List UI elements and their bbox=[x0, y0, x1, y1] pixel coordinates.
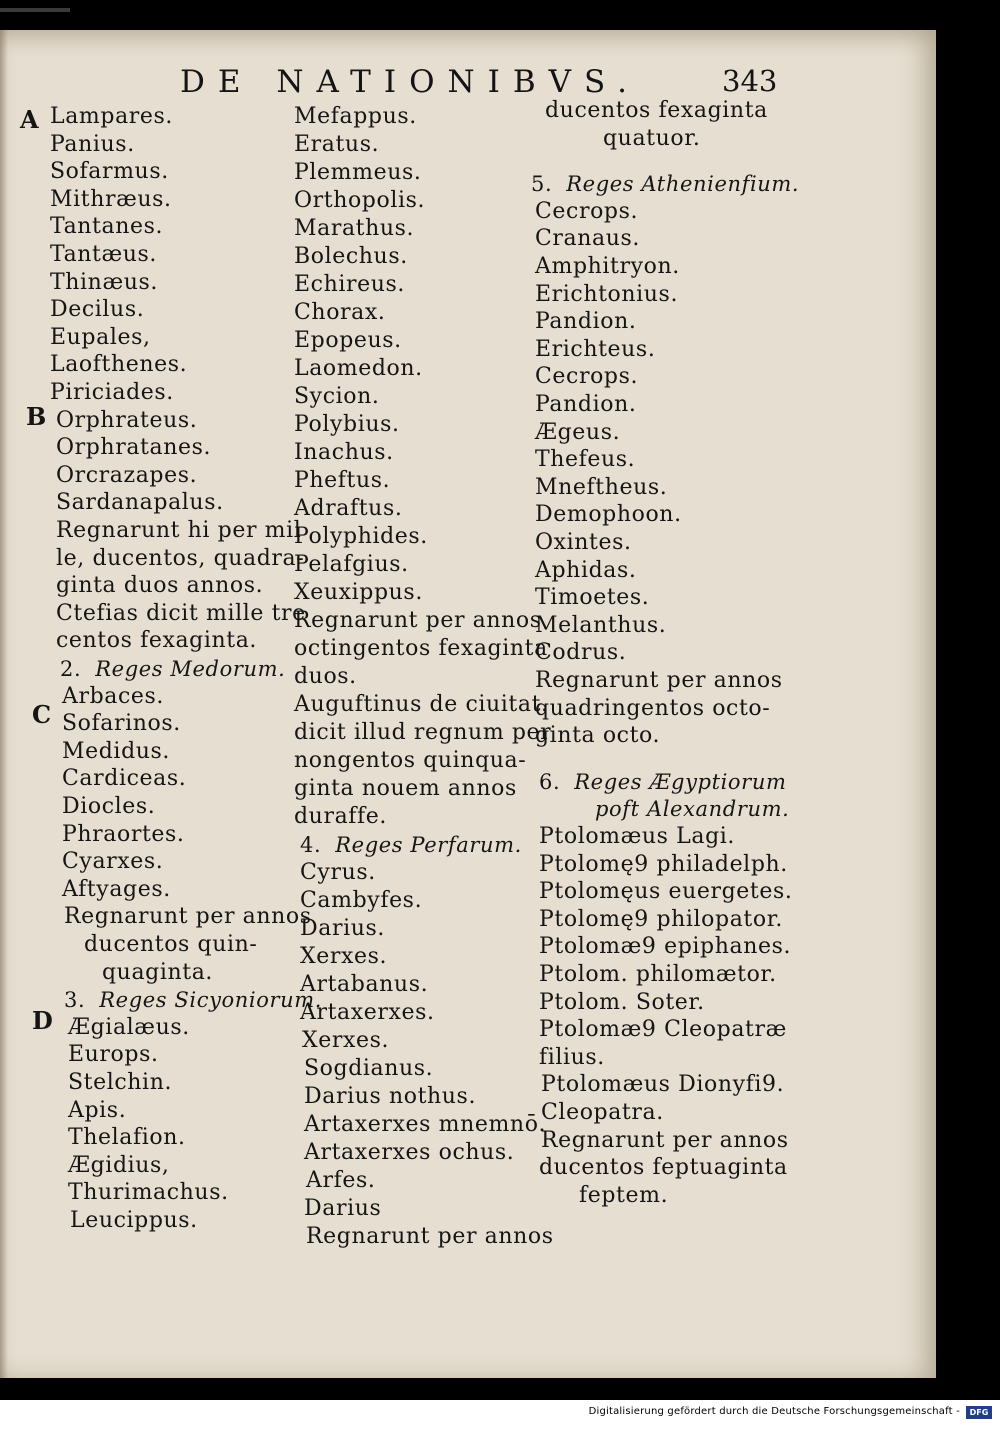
text-line: Medidus. bbox=[62, 739, 171, 764]
section-heading bbox=[64, 987, 322, 1013]
text-line: Echireus. bbox=[294, 272, 405, 297]
text-line: Sardanapalus. bbox=[56, 490, 224, 515]
text-line: Xerxes. bbox=[300, 944, 388, 969]
section-number: 2. bbox=[60, 657, 82, 681]
text-line: Phraortes. bbox=[62, 822, 185, 847]
book-page bbox=[0, 30, 936, 1378]
text-line: dicit illud regnum per bbox=[294, 720, 552, 745]
section-number: 4. bbox=[300, 833, 322, 857]
text-line: quatuor. bbox=[603, 126, 701, 151]
text-line: Darius. bbox=[300, 916, 385, 941]
text-line: Thinæus. bbox=[50, 270, 158, 295]
text-line: Cleopatra. bbox=[541, 1100, 664, 1125]
text-line: Artaxerxes. bbox=[300, 1000, 435, 1025]
section-title: Reges Perfarum. bbox=[335, 833, 522, 857]
text-line: Ptolom. Soter. bbox=[539, 990, 705, 1015]
text-line: Regnarunt per annos bbox=[64, 904, 312, 929]
text-line: Auguftinus de ciuitat. bbox=[294, 692, 549, 717]
text-line: Pandion. bbox=[535, 392, 637, 417]
text-line: Regnarunt per annos bbox=[294, 608, 542, 633]
text-line: filius. bbox=[539, 1045, 605, 1070]
text-line: Decilus. bbox=[50, 297, 145, 322]
section-title: Reges Medorum. bbox=[95, 657, 286, 681]
text-line: Amphitryon. bbox=[535, 254, 680, 279]
text-line: Xeuxippus. bbox=[294, 580, 423, 605]
text-line: Ctefias dicit mille tre bbox=[56, 601, 306, 626]
text-line: Artaxerxes ochus. bbox=[304, 1140, 515, 1165]
text-line: Orphratanes. bbox=[56, 435, 212, 460]
text-line: Sofarinos. bbox=[62, 711, 181, 736]
text-line: Plemmeus. bbox=[294, 160, 422, 185]
text-line: nongentos quinqua- bbox=[294, 748, 527, 773]
text-line: le, ducentos, quadra- bbox=[56, 546, 305, 571]
text-line: Orphrateus. bbox=[56, 408, 198, 433]
text-line: Regnarunt per annos bbox=[535, 668, 783, 693]
text-line: Arfes. bbox=[306, 1168, 376, 1193]
top-edge-mark bbox=[0, 8, 70, 12]
text-line: Erichteus. bbox=[535, 337, 656, 362]
text-line: Demophoon. bbox=[535, 502, 682, 527]
margin-letter-b: B bbox=[26, 402, 47, 431]
text-line: ginta duos annos. bbox=[56, 573, 264, 598]
text-line: Europs. bbox=[68, 1042, 159, 1067]
text-line: Darius bbox=[304, 1196, 382, 1221]
section-title: Reges Ægyptiorum bbox=[574, 770, 787, 794]
text-line: Thelafion. bbox=[68, 1125, 186, 1150]
text-line: Aftyages. bbox=[62, 877, 171, 902]
text-line: Sofarmus. bbox=[50, 159, 169, 184]
text-line: Mithræus. bbox=[50, 187, 172, 212]
footer-credit: Digitalisierung gefördert durch die Deutsche Forschungsgemeinschaft - bbox=[588, 1406, 960, 1417]
text-line: quadringentos octo- bbox=[535, 696, 771, 721]
text-line: duraffe. bbox=[294, 804, 387, 829]
margin-letter-c: C bbox=[32, 700, 52, 729]
text-line: Polybius. bbox=[294, 412, 400, 437]
text-line: Ptolomæ9 Cleopatræ bbox=[539, 1017, 787, 1042]
text-line: octingentos fexaginta bbox=[294, 636, 548, 661]
text-line: Ægidius, bbox=[68, 1153, 170, 1178]
text-line: Xerxes. bbox=[302, 1028, 390, 1053]
text-line: Ægeus. bbox=[535, 420, 621, 445]
text-line: centos fexaginta. bbox=[56, 628, 258, 653]
text-line: Eupales, bbox=[50, 325, 151, 350]
text-line: Ptolomæus Dionyfi9. bbox=[541, 1072, 785, 1097]
text-line: Tantæus. bbox=[50, 242, 158, 267]
section-number: 3. bbox=[64, 988, 86, 1012]
running-head: DE NATIONIBVS. bbox=[180, 64, 641, 100]
text-line: Cyarxes. bbox=[62, 849, 164, 874]
text-line: Regnarunt hi per mil bbox=[56, 518, 302, 543]
text-line: Pandion. bbox=[535, 309, 637, 334]
section-heading bbox=[531, 171, 799, 197]
text-line: Lampares. bbox=[50, 104, 174, 129]
text-line: Thurimachus. bbox=[68, 1180, 229, 1205]
section-number: 5. bbox=[531, 172, 553, 196]
text-line: Orcrazapes. bbox=[56, 463, 198, 488]
section-heading bbox=[595, 796, 789, 822]
text-line: quaginta. bbox=[102, 960, 214, 985]
text-line: Aphidas. bbox=[535, 558, 637, 583]
text-line: Laomedon. bbox=[294, 356, 423, 381]
text-line: Ptolomęus euergetes. bbox=[539, 879, 793, 904]
text-line: Sogdianus. bbox=[304, 1056, 434, 1081]
text-line: Cyrus. bbox=[300, 860, 376, 885]
text-line: Adraftus. bbox=[294, 496, 403, 521]
section-heading bbox=[60, 656, 285, 682]
text-line: Sycion. bbox=[294, 384, 380, 409]
text-line: Regnarunt per annos bbox=[541, 1128, 789, 1153]
text-line: Polyphides. bbox=[294, 524, 428, 549]
text-line: Ptolomę9 philopator. bbox=[539, 907, 783, 932]
text-line: Piriciades. bbox=[50, 380, 174, 405]
text-line: Artaxerxes mnemnō. bbox=[304, 1112, 547, 1137]
section-heading bbox=[539, 769, 786, 795]
text-line: Chorax. bbox=[294, 300, 386, 325]
text-line: Melanthus. bbox=[535, 613, 667, 638]
text-line: Panius. bbox=[50, 132, 135, 157]
text-line: ginta nouem annos bbox=[294, 776, 517, 801]
margin-letter-a: A bbox=[20, 105, 39, 134]
text-line: Mneftheus. bbox=[535, 475, 668, 500]
text-line: Marathus. bbox=[294, 216, 415, 241]
text-line: Cecrops. bbox=[535, 199, 639, 224]
text-line: Pelafgius. bbox=[294, 552, 409, 577]
text-line: Stelchin. bbox=[68, 1070, 173, 1095]
dfg-logo: DFG bbox=[966, 1406, 992, 1419]
text-line: Ptolomæ9 epiphanes. bbox=[539, 934, 792, 959]
text-line: Timoetes. bbox=[535, 585, 650, 610]
text-line: Codrus. bbox=[535, 640, 627, 665]
text-line: Regnarunt per annos bbox=[306, 1224, 554, 1249]
text-line: Ptolomæus Lagi. bbox=[539, 824, 735, 849]
page-number: 343 bbox=[722, 64, 778, 98]
text-line: Thefeus. bbox=[535, 447, 636, 472]
text-line: duos. bbox=[294, 664, 357, 689]
text-line: Inachus. bbox=[294, 440, 394, 465]
section-number: 6. bbox=[539, 770, 561, 794]
text-line: Mefappus. bbox=[294, 104, 417, 129]
text-line: Cardiceas. bbox=[62, 766, 187, 791]
text-line: Eratus. bbox=[294, 132, 380, 157]
text-line: ducentos quin- bbox=[84, 932, 258, 957]
text-line: Ægialæus. bbox=[68, 1015, 190, 1040]
text-line: Ptolomę9 philadelph. bbox=[539, 852, 788, 877]
text-line: Ptolom. philomætor. bbox=[539, 962, 777, 987]
text-line: feptem. bbox=[579, 1183, 669, 1208]
text-line: Arbaces. bbox=[62, 684, 165, 709]
text-line: Diocles. bbox=[62, 794, 156, 819]
text-line: ducentos fexaginta bbox=[545, 98, 768, 123]
text-line: Cambyfes. bbox=[300, 888, 423, 913]
margin-letter-d: D bbox=[32, 1006, 53, 1035]
text-line: Erichtonius. bbox=[535, 282, 679, 307]
section-title: Reges Sicyoniorum. bbox=[99, 988, 323, 1012]
text-line: Bolechus. bbox=[294, 244, 408, 269]
text-line: Cranaus. bbox=[535, 226, 641, 251]
text-line: Darius nothus. bbox=[304, 1084, 477, 1109]
section-title: poft Alexandrum. bbox=[595, 797, 790, 821]
text-line: Leucippus. bbox=[70, 1208, 198, 1233]
text-line: Apis. bbox=[68, 1098, 127, 1123]
text-line: Tantanes. bbox=[50, 214, 164, 239]
text-line: Orthopolis. bbox=[294, 188, 426, 213]
text-line: Oxintes. bbox=[535, 530, 632, 555]
text-line: Cecrops. bbox=[535, 364, 639, 389]
page-gutter-shadow bbox=[0, 30, 8, 1378]
section-title: Reges Athenienfium. bbox=[566, 172, 800, 196]
text-line: ginta octo. bbox=[535, 723, 661, 748]
text-line: Artabanus. bbox=[300, 972, 429, 997]
text-line: ducentos feptuaginta bbox=[539, 1155, 788, 1180]
text-line: Laofthenes. bbox=[50, 352, 188, 377]
section-heading bbox=[300, 832, 522, 858]
text-line: Pheftus. bbox=[294, 468, 391, 493]
text-line: Epopeus. bbox=[294, 328, 402, 353]
